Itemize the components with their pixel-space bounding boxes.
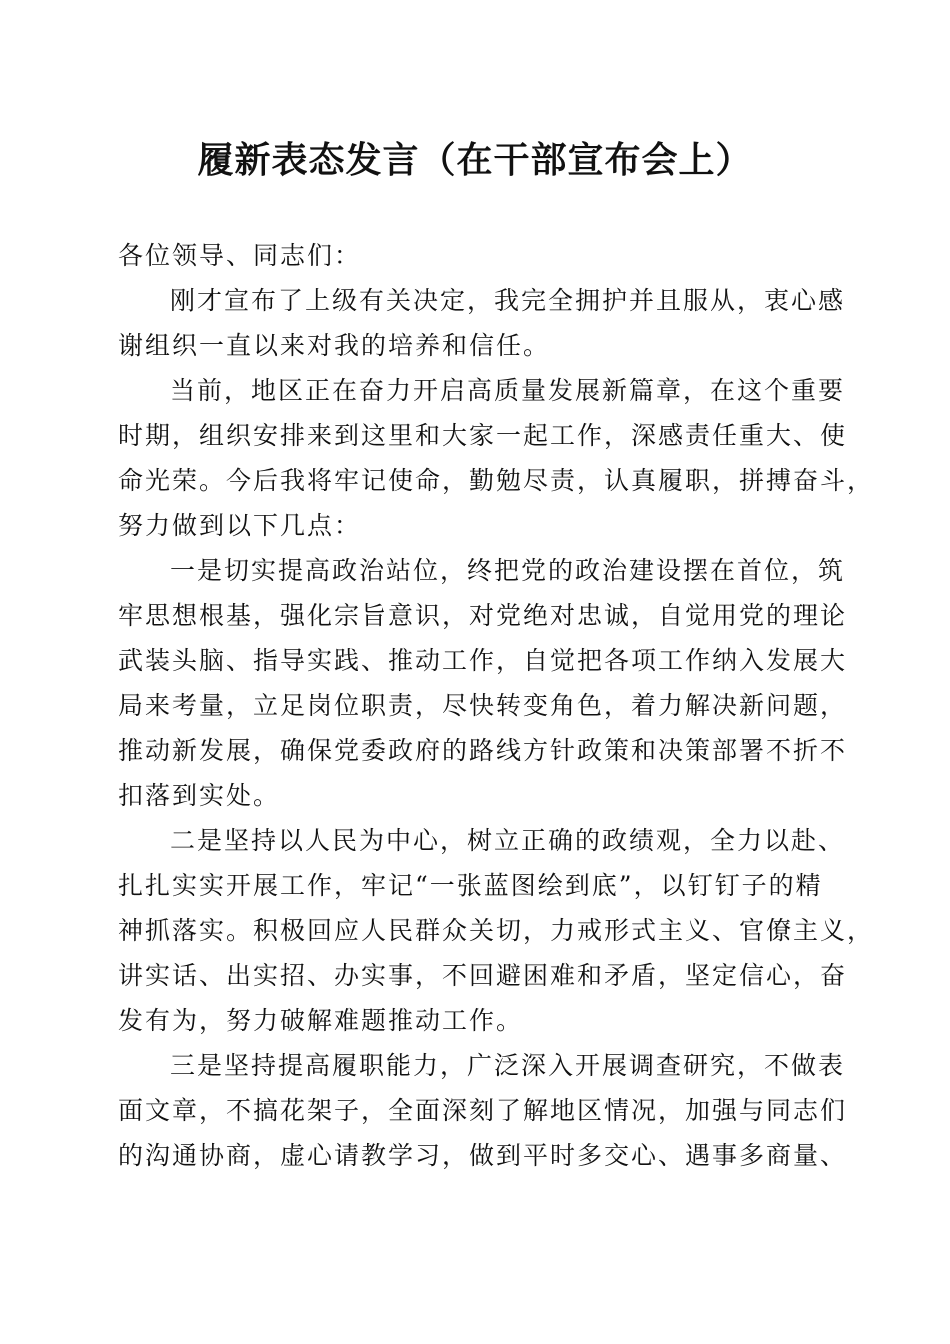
paragraph-4 (118, 818, 875, 1043)
paragraph-line: 讲实话、出实招、办实事，不回避困难和矛盾，坚定信心，奋 (118, 961, 848, 990)
salutation: 各位领导、同志们： (118, 241, 362, 270)
paragraph-line: 三是坚持提高履职能力，广泛深入开展调查研究，不做表 (170, 1051, 846, 1080)
paragraph-line: 发有为，努力破解难题推动工作。 (118, 1006, 524, 1035)
paragraph-line: 的沟通协商，虚心请教学习，做到平时多交心、遇事多商量、 (118, 1141, 848, 1170)
paragraph-line: 谢组织一直以来对我的培养和信任。 (118, 331, 551, 360)
paragraph-3 (118, 548, 848, 818)
paragraph-line: 扎扎实实开展工作，牢记“一张蓝图绘到底”，以钉钉子的精 (118, 871, 823, 900)
paragraph-line: 一是切实提高政治站位，终把党的政治建设摆在首位，筑 (170, 556, 846, 585)
document-title: 履新表态发言（在干部宣布会上） (197, 139, 753, 181)
paragraph-line: 武装头脑、指导实践、推动工作，自觉把各项工作纳入发展大 (118, 646, 848, 675)
paragraph-line: 推动新发展，确保党委政府的路线方针政策和决策部署不折不 (118, 736, 848, 765)
paragraph-line: 扣落到实处。 (118, 781, 281, 810)
paragraph-line: 二是坚持以人民为中心，树立正确的政绩观，全力以赴、 (170, 826, 846, 855)
paragraph-line: 局来考量，立足岗位职责，尽快转变角色，着力解决新问题， (118, 691, 848, 720)
paragraph-line: 努力做到以下几点： (118, 511, 362, 540)
document-body (118, 233, 875, 1178)
paragraph-line: 当前，地区正在奋力开启高质量发展新篇章，在这个重要 (170, 376, 846, 405)
paragraph-5 (118, 1043, 848, 1178)
paragraph-line: 刚才宣布了上级有关决定，我完全拥护并且服从，衷心感 (170, 286, 846, 315)
paragraph-line: 时期，组织安排来到这里和大家一起工作，深感责任重大、使 (118, 421, 848, 450)
paragraph-2 (118, 368, 875, 548)
paragraph-line: 命光荣。今后我将牢记使命，勤勉尽责，认真履职，拼搏奋斗， (118, 466, 875, 495)
paragraph-line: 面文章，不搞花架子，全面深刻了解地区情况，加强与同志们 (118, 1096, 848, 1125)
paragraph-line: 牢思想根基，强化宗旨意识，对党绝对忠诚，自觉用党的理论 (118, 601, 848, 630)
paragraph-line: 神抓落实。积极回应人民群众关切，力戒形式主义、官僚主义， (118, 916, 875, 945)
paragraph-1 (118, 278, 846, 368)
